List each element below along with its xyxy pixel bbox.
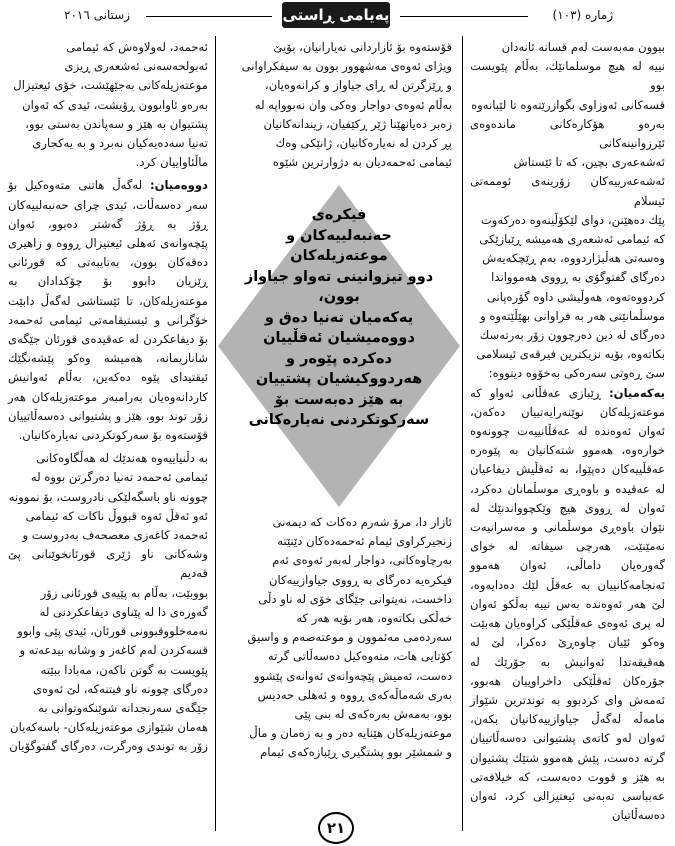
text-line: پێویست بە گوتن ناکەن، مەبادا ببێتە <box>40 662 208 677</box>
text-line: بووبێت، بەڵام بە پێیەی قورئانی زۆر <box>40 585 208 600</box>
text-line: وەسەتی هەڵبژاردووە، بەم ڕێچکەیەش <box>482 251 665 266</box>
text-line: دەست، ئەمیش پێچەوانەی ئەوانەی پێشوو <box>254 668 452 683</box>
text-line: بە دڵنیاییەوە هەندێك لە هەڵگاوەکانی <box>36 451 208 466</box>
text-line: دەرگای گفتوگۆی بە ڕووی هەموواندا <box>491 270 665 285</box>
text-line: بوون، بەتایبەتی کە قورئانی ڕێزیان دابوو <box>8 255 208 289</box>
text-line: لە ڕووی هیچ وێکچوواندنێك لە نێوان <box>470 500 665 535</box>
text-line: ئیمامی ئەحمەدیان بە دژوارترین شێوە <box>272 155 452 170</box>
text-line: بەرەو هۆکارەکانی ماندەوەی ئێرزوانینەکانی <box>470 116 665 151</box>
text-line: هەردووکیشیان پشتییان <box>255 371 423 387</box>
text-line: کردووەتەوە، هەوڵیشی داوە گۆرەپانی <box>486 289 665 304</box>
text-line: موعتەزیلەکان نوێنەرایەتییان دەکەن، <box>470 404 665 419</box>
text-line: بیوون مەبەست لەم قسانە ئانەدان <box>501 40 665 54</box>
text-line: بە هێز دەبەست بۆ <box>274 391 404 408</box>
text-line: هەرچی سیفاتە لە خوای گەورەیان داماڵی، <box>470 539 666 573</box>
text-line: کە ئیمامی ئەشعەری هەمیشە ڕێبازێکی <box>479 232 665 247</box>
text-line: ئازار دا، مرۆ شەرم دەکات کە دیمەنی <box>272 515 452 529</box>
text-line: سەر دەسەڵات، ئیدی چرای حەنبەلییەکان <box>8 197 208 212</box>
text-line: بەڵام ئەوەی دواجار وەکی وان نەبوواپە لە <box>254 97 452 112</box>
text-line: وشەکانی ناو ژێری قورئانخوێنانی پێ قەدیم <box>8 547 208 581</box>
magazine-logo: پەیامی ڕاستی <box>282 2 390 28</box>
middle-lines-b <box>226 513 452 763</box>
text-line: دەکەین، بەڵام ئەوانیش کاردانەوەیان <box>8 370 208 404</box>
column-middle-top <box>226 38 452 172</box>
column-middle-bottom <box>226 513 452 763</box>
text-line: قۆستەوە بۆ ئازاردانی نەیارانیان، بۆیێ <box>273 40 452 54</box>
middle-lines-a <box>226 38 452 172</box>
text-line: قسەکردن لەم کاغەز و وشانە بیدعەتە و <box>19 643 208 658</box>
text-line: دەکردە پێوەر و <box>286 350 392 367</box>
left-lines-b <box>8 178 208 442</box>
header-rule-left <box>146 16 272 17</box>
text-line: بوو، بەمەش بەرەکەی لە بنی پێی <box>294 707 452 722</box>
text-line: ئیستیقامەتی ئیمامی ئەحمەد بۆ دیفاعکردن <box>8 312 208 347</box>
text-line: موعتەزیلەکانی بەجێهێشت، خۆی ئیعتیزال <box>13 78 208 93</box>
text-line: لەو کاتەی پشتیوانی دەسەڵاتییان گرتە <box>470 731 665 765</box>
text-line: ئەهلی ئیعتیزال ڕووە و زاهیری دەقەکان <box>8 236 208 270</box>
text-line: بکاتەوە، بۆیە نزیکترین فیرقەی ئیسلامی <box>476 347 665 362</box>
paragraph-first-view <box>470 384 665 826</box>
column-divider-left <box>215 36 216 831</box>
text-line: کۆتایی هات، متەوەکیل دەسەڵاتی گرتە <box>267 649 452 664</box>
text-line: ئەوان هەموو ئەنجامەکانییان بە عەقڵ لێك <box>470 558 665 592</box>
text-line: هێز و پشتیوانی دەسەڵاتییان قۆستەوە بۆ <box>8 408 208 443</box>
text-line: کراوەیان هەبێت وەکو ئێیان چاوەڕێ <box>470 616 665 650</box>
text-line: مامەڵە لەگەڵ جیاوازییەکانیان بکەن، ئەوان <box>470 712 665 746</box>
text-line: ئەحمەد کاغەزی معصحەف بەدروست و <box>22 528 208 543</box>
text-line: نەمەخلووقبوونی قورئان، ئیدی پێی وابوو <box>17 624 208 639</box>
text-line: ئەبولحەسەنی ئەشعەری ڕیزی <box>64 59 208 74</box>
text-line: لە عەقیدەی قورئان جێگەی شانازیمانە، <box>8 332 208 366</box>
text-line: بەرەو ئاوابوون ڕۆیشت، ئیدی کە ئەوان <box>22 97 208 112</box>
text-line: هەمیشە وەکو پێشەنگێك ئیقتیدای پێوە <box>8 351 208 385</box>
text-line: بەڵکو ئەوان لە پری ئەوەی عەقڵێکی <box>470 596 665 631</box>
text-line: ڕۆژ بە ڕۆژ گەشتر دەبوو، ئەوان پێچەوانەی <box>8 216 208 251</box>
text-line: خوارەوە، هەموو شتەکانیان بە پێوەرە <box>470 443 665 458</box>
text-line: ئەشەعەرییەکان زۆرینەی ئوممەتی ئیسلام <box>470 174 665 208</box>
text-line: پێك دەهێنن، دوای لێکۆڵینەوە دەرکەوت <box>480 212 665 227</box>
text-line: سەرکوتکردنی نەیارەکانیان. <box>18 428 149 443</box>
text-line: زەبر دەیانهێنا ژێر ڕکێفیان، زیندانەکانیان <box>263 116 452 131</box>
column-left <box>8 38 208 757</box>
section-heading-first: یەکەمیان: <box>609 385 665 400</box>
text-line: تەنیا سەدەیەکیان نەبرد و بە یەکجاری <box>32 136 208 151</box>
issue-season: زستانی ٢٠١٦ <box>64 8 131 22</box>
paragraph-second-view <box>8 176 208 445</box>
text-line: فیکرەی <box>311 207 367 223</box>
text-line: داخست، نەیتوانی جێگای خۆی لە ناو دڵی <box>258 591 452 606</box>
column-divider-right <box>462 36 463 831</box>
text-line: دەست، پێش هەموو شتێك پشتیوان بە هێز <box>470 750 665 784</box>
text-line: قسەکانی ئەوزاوی بگوازرێتەوە تا لێبانەوە <box>471 97 665 112</box>
text-line: باوەڕی موسڵمانی و مەسرانیەت نەمێنێت، <box>470 520 665 554</box>
text-line: عەقیدە و باوەڕی موسڵمانان دەکرد، ئەوان <box>470 481 665 515</box>
text-line: عەقڵییەکان دەپێوا، بە ئەقڵیش دیفاعیان لە <box>470 462 665 496</box>
text-line: سێ ڕەوتی سەرەکی بەخۆوە دیتووە: <box>488 366 665 381</box>
page-header <box>0 0 675 32</box>
text-line: و ڕێزگرتن لە ڕای جیاواز و کرانەوەیان، <box>265 78 452 93</box>
text-line: زنجیرکراوی ئیمام ئەحمەدەکان دێنێتە <box>277 534 452 549</box>
text-line: موسڵمانێتی هەر بە فراوانی بهێڵێتەوە و <box>480 308 665 323</box>
text-line: پڕ کردن لە نەیارەکانیان، ژانێکی وەك <box>275 136 452 151</box>
text-line: دوو تیزوانینی تەواو جیاواز بوون، <box>244 268 434 305</box>
text-line: بەرامبەر موعتەزیلەکان هەر زۆر توند بوو، <box>8 389 208 423</box>
left-lines-a <box>8 38 208 172</box>
text-line: ئەحمەد، لەولاوەش کە ئیمامی <box>66 40 208 54</box>
text-line: ئەوان ئەوەندە لە عەقڵانییەت چوونەوە <box>470 424 665 439</box>
text-line: ئەشەعەری بچین، کە تا ئێستاش <box>513 155 665 170</box>
left-lines-c <box>8 449 208 756</box>
text-line: زۆر بە توندی وەرگرت، دەرگای گفتوگۆیان <box>9 739 208 754</box>
text-line: و شمشێر بوو پشتگیری ڕێبازەکەی ئیمام <box>260 745 452 760</box>
text-line: حەنبەلییەکان و <box>286 227 392 244</box>
text-line: دەرگای لە دین دەرچوون زۆر بەرتەسك <box>479 328 665 343</box>
right-lines-a <box>470 38 665 384</box>
text-line: ئەو ئەقڵ ئەوە قبووڵ ناکات کە ئیمامی <box>25 508 208 523</box>
section-heading-second: دووەمیان: <box>149 178 208 193</box>
text-line: دەرگای چوونە ناو فیتنەکە، لێ ئەوەی <box>32 681 208 696</box>
text-line: بۆ چۆکدادان بە موعتەزیلەکان، تا <box>8 274 208 308</box>
text-line: دووەمیشیان ئەقڵییان <box>263 330 415 346</box>
text-line: ماڵئاواییان کرد. <box>135 155 208 170</box>
text-line: ئەمەش وای کردبوو بە توندترین شێواز <box>470 692 665 707</box>
text-line: پشتیوان بە هێز و سەپاندن بەستی بوو، <box>25 116 208 131</box>
text-line: ئیمامی ئەحمەد تەنیا دەرگرتن بووە لە <box>30 470 208 485</box>
text-line: موعتەزیلەکان <box>290 248 388 264</box>
page-number: ٢١ <box>318 812 354 844</box>
text-line: لە جۆرەکان ئەقڵێکی داخراوییان هەبوو، <box>470 654 665 688</box>
text-line: تەبەنی ئیعتیزالی کرد، ئەوان دەسەڵاتیان <box>470 788 665 823</box>
text-line: سەرکوتکردنی نەیارەکانی <box>248 412 430 428</box>
text-line: هەمان شێوازی موعتەزیلەکان- باسەکەیان <box>10 720 208 735</box>
header-rule-right <box>400 16 528 17</box>
text-line: لەگەڵ هاتنی متەوەکیل بۆ <box>8 178 143 193</box>
text-line: موعتەزیلەکان هێنایە دەر و بە زەمان و ماڵ <box>249 726 452 741</box>
text-line: یەکەمیان تەنیا دەق و <box>264 309 414 326</box>
text-line: و قووت دەبەست، کە خیلافەتی عەبباسی <box>470 769 665 803</box>
pullquote <box>228 205 450 431</box>
text-line: دەدایەوە، لێ هەر ئەوەندە بەس نییە <box>470 577 665 611</box>
text-line: سەردەمی مەئموون و موعتەصەم و واسیق <box>247 630 452 645</box>
text-line: ڕێبازی عەقڵانی ئەواو کە <box>470 385 601 400</box>
text-line: دەکرا، لێ لە هەقیقەتدا ئەوانیش بە جۆرێك <box>470 635 665 669</box>
text-line: گەورەی دا لە پێناوی دیفاعکردنی لە <box>39 604 208 619</box>
text-line: جێگەی سەرنجدانە شوێنکەوتوانی بە <box>38 700 208 715</box>
text-line: بەری شەماڵەکەی ڕووە و ئەهلی حەدیس <box>257 687 452 702</box>
text-line: ئێستاشی لەگەڵ دابێت خۆگرانی و <box>8 293 208 327</box>
right-lines-b <box>470 386 665 822</box>
text-line: بەرچاوەکانی، دواجار لەبەر ئەوەی ئەم <box>272 553 452 568</box>
text-line: خەڵکی بکاتەوە، هەر بۆیە هەر کە <box>296 611 452 626</box>
column-right <box>470 38 665 825</box>
issue-number: ژمارە (١٠٣) <box>552 8 613 22</box>
text-line: فیکرەیە دەرگای بە ڕووی جیاوازییەکان <box>269 572 452 587</box>
text-line: نیيە لە هيچ موسلمانێك، بەڵام پێويست بوو <box>470 59 665 93</box>
text-line: ویژای ئەوەی مەشهوور بوون بە سیفکراوانی <box>241 59 452 74</box>
text-line: چوونە ناو باسگەلێکی نادروست، بۆ نموونە <box>8 489 208 504</box>
